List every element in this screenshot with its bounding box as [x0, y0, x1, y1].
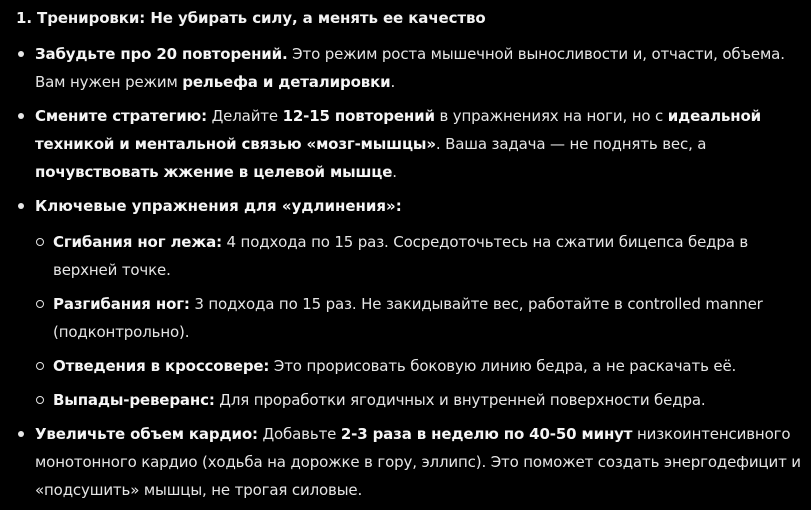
body-text: . Ваша задача — не поднять вес, а: [435, 135, 707, 153]
bold-text: Забудьте про 20 повторений.: [35, 45, 288, 63]
bold-text: Увеличьте объем кардио:: [35, 425, 258, 443]
body-text: Добавьте: [257, 425, 341, 443]
body-text: 3 подхода по 15 раз. Не закидывайте вес, работайте в controlled manner (подконтрольно).: [53, 295, 763, 341]
list-item: [16, 102, 811, 186]
body-text: низкоинтенсивного монотонного кардио (ходьба на дорожке в гору, эллипс). Это поможет создать энергодефицит и «подсушить» мышцы, не трогая силовые.: [35, 425, 801, 499]
bold-text: 2-3 раза в неделю по 40-50 минут: [340, 425, 633, 443]
body-text: Делайте: [206, 107, 283, 125]
sub-list-item: [35, 290, 811, 346]
bold-text: Отведения в кроссовере:: [53, 357, 270, 375]
bold-text: Выпады-реверанс:: [53, 391, 215, 409]
list-item: [16, 192, 811, 414]
bold-text: Смените стратегию:: [35, 107, 207, 125]
sub-list-item: [35, 228, 811, 284]
section-heading: 1. Тренировки: Не убирать силу, а менять ее качество: [16, 9, 486, 27]
bold-text: рельефа и деталировки: [182, 73, 391, 91]
sub-list: [35, 228, 811, 414]
bold-text: Разгибания ног:: [53, 295, 190, 313]
body-text: Это режим роста мышечной выносливости и, отчасти, объема. Вам нужен режим: [35, 45, 785, 91]
sub-list-item: [35, 352, 811, 380]
bullet-list: [16, 40, 811, 504]
body-text: Это прорисовать боковую линию бедра, а не раскачать её.: [269, 357, 737, 375]
body-text: 4 подхода по 15 раз. Сосредоточьтесь на сжатии бицепса бедра в верхней точке.: [53, 233, 749, 279]
bold-text: идеальной техникой и ментальной связью «мозг-мышцы»: [35, 107, 761, 153]
list-item: [16, 40, 811, 96]
list-item: [16, 420, 811, 504]
body-text: .: [390, 73, 396, 91]
body-text: .: [392, 163, 397, 181]
bold-text: Сгибания ног лежа:: [53, 233, 222, 251]
sub-list-item: [35, 386, 811, 414]
body-text: в упражнениях на ноги, но с: [434, 107, 668, 125]
body-text: Для проработки ягодичных и внутренней поверхности бедра.: [214, 391, 706, 409]
bold-text: 12-15 повторений: [282, 107, 435, 125]
bold-text: почувствовать жжение в целевой мышце: [35, 163, 393, 181]
bold-text: Ключевые упражнения для «удлинения»:: [35, 197, 402, 215]
